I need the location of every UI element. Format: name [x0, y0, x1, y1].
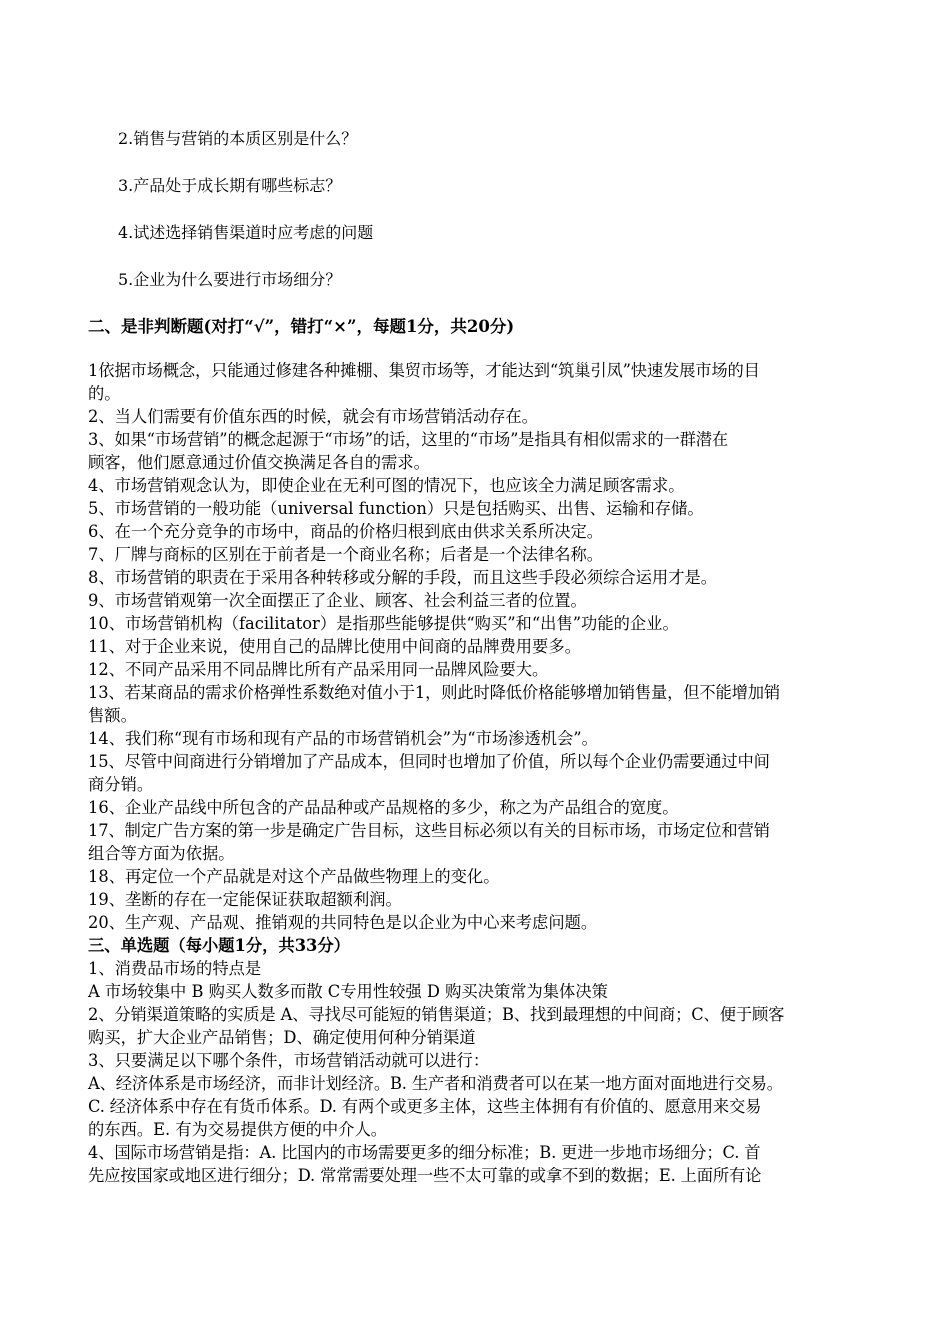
choice-line: 2、分销渠道策略的实质是 A、寻找尽可能短的销售渠道；B、找到最理想的中间商；C、便于顾客 — [88, 1005, 785, 1024]
judgement-line: 12、不同产品采用不同品牌比所有产品采用同一品牌风险要大。 — [88, 660, 549, 679]
choice-line: 3、只要满足以下哪个条件，市场营销活动就可以进行： — [88, 1051, 490, 1070]
judgement-line: 2、当人们需要有价值东西的时候，就会有市场营销活动存在。 — [88, 407, 538, 426]
judgement-line: 6、在一个充分竞争的市场中，商品的价格归根到底由供求关系所决定。 — [88, 522, 604, 541]
judgement-list — [88, 359, 910, 1187]
judgement-line: 7、厂牌与商标的区别在于前者是一个商业名称；后者是一个法律名称。 — [88, 545, 604, 564]
judgement-line: 16、企业产品线中所包含的产品品种或产品规格的多少，称之为产品组合的宽度。 — [88, 798, 679, 817]
choice-line: 4、国际市场营销是指：A. 比国内的市场需要更多的细分标准；B. 更进一步地市场细分；C. 首 — [88, 1143, 761, 1162]
judgement-line: 9、市场营销观第一次全面摆正了企业、顾客、社会利益三者的位置。 — [88, 591, 587, 610]
judgement-line: 18、再定位一个产品就是对这个产品做些物理上的变化。 — [88, 867, 500, 886]
judgement-line: 组合等方面为依据。 — [88, 844, 235, 863]
judgement-line: 8、市场营销的职责在于采用各种转移或分解的手段，而且这些手段必须综合运用才是。 — [88, 568, 718, 587]
judgement-line: 1依据市场概念，只能通过修建各种摊棚、集贸市场等，才能达到“筑巢引凤”快速发展市场的目 — [88, 361, 760, 380]
question-4: 4.试述选择销售渠道时应考虑的问题 — [118, 223, 374, 242]
judgement-line: 商分销。 — [88, 775, 154, 794]
choice-line: C. 经济体系中存在有货币体系。D. 有两个或更多主体，这些主体拥有有价值的、愿意用来交易 — [88, 1097, 762, 1116]
section-heading-judgement: 二、是非判断题(对打“√”，错打“×”，每题1分，共20分) — [88, 317, 515, 336]
judgement-line: 4、市场营销观念认为，即使企业在无利可图的情况下，也应该全力满足顾客需求。 — [88, 476, 685, 495]
judgement-line: 19、垄断的存在一定能保证获取超额利润。 — [88, 890, 402, 909]
judgement-line: 14、我们称“现有市场和现有产品的市场营销机会”为“市场渗透机会”。 — [88, 729, 598, 748]
judgement-line: 17、制定广告方案的第一步是确定广告目标，这些目标必须以有关的目标市场，市场定位和营销 — [88, 821, 770, 840]
judgement-line: 的。 — [88, 384, 121, 403]
question-2: 2.销售与营销的本质区别是什么？ — [118, 129, 358, 148]
judgement-line: 3、如果“市场营销”的概念起源于“市场”的话，这里的“市场”是指具有相似需求的一群潜在 — [88, 430, 728, 449]
judgement-line: 11、对于企业来说，使用自己的品牌比使用中间商的品牌费用要多。 — [88, 637, 581, 656]
judgement-line: 顾客，他们愿意通过价值交换满足各自的需求。 — [88, 453, 430, 472]
section-heading-single-choice: 三、单选题（每小题1分，共33分） — [88, 936, 350, 955]
choice-line: 先应按国家或地区进行细分；D. 常常需要处理一些不太可靠的或拿不到的数据；E. 上面所有论 — [88, 1166, 762, 1185]
question-5: 5.企业为什么要进行市场细分？ — [118, 270, 342, 289]
judgement-line: 10、市场营销机构（facilitator）是指那些能够提供“购买”和“出售”功能的企业。 — [88, 614, 679, 633]
judgement-line: 20、生产观、产品观、推销观的共同特色是以企业为中心来考虑问题。 — [88, 913, 598, 932]
judgement-line: 15、尽管中间商进行分销增加了产品成本，但同时也增加了价值，所以每个企业仍需要通过中间 — [88, 752, 770, 771]
choice-line: 的东西。E. 有为交易提供方便的中介人。 — [88, 1120, 388, 1139]
choice-line: 购买，扩大企业产品销售；D、确定使用何种分销渠道 — [88, 1028, 476, 1047]
choice-line: A、经济体系是市场经济，而非计划经济。B. 生产者和消费者可以在某一地方面对面地进行交易。 — [88, 1074, 783, 1093]
judgement-line: 13、若某商品的需求价格弹性系数绝对值小于1，则此时降低价格能够增加销售量，但不能增加销 — [88, 683, 781, 702]
choice-line: 1、消费品市场的特点是 — [88, 959, 262, 978]
choice-line: A 市场较集中 B 购买人数多而散 C专用性较强 D 购买决策常为集体决策 — [88, 982, 608, 1001]
question-3: 3.产品处于成长期有哪些标志？ — [118, 176, 342, 195]
judgement-line: 5、市场营销的一般功能（universal function）只是包括购买、出售、运输和存储。 — [88, 499, 704, 518]
judgement-line: 售额。 — [88, 706, 137, 725]
